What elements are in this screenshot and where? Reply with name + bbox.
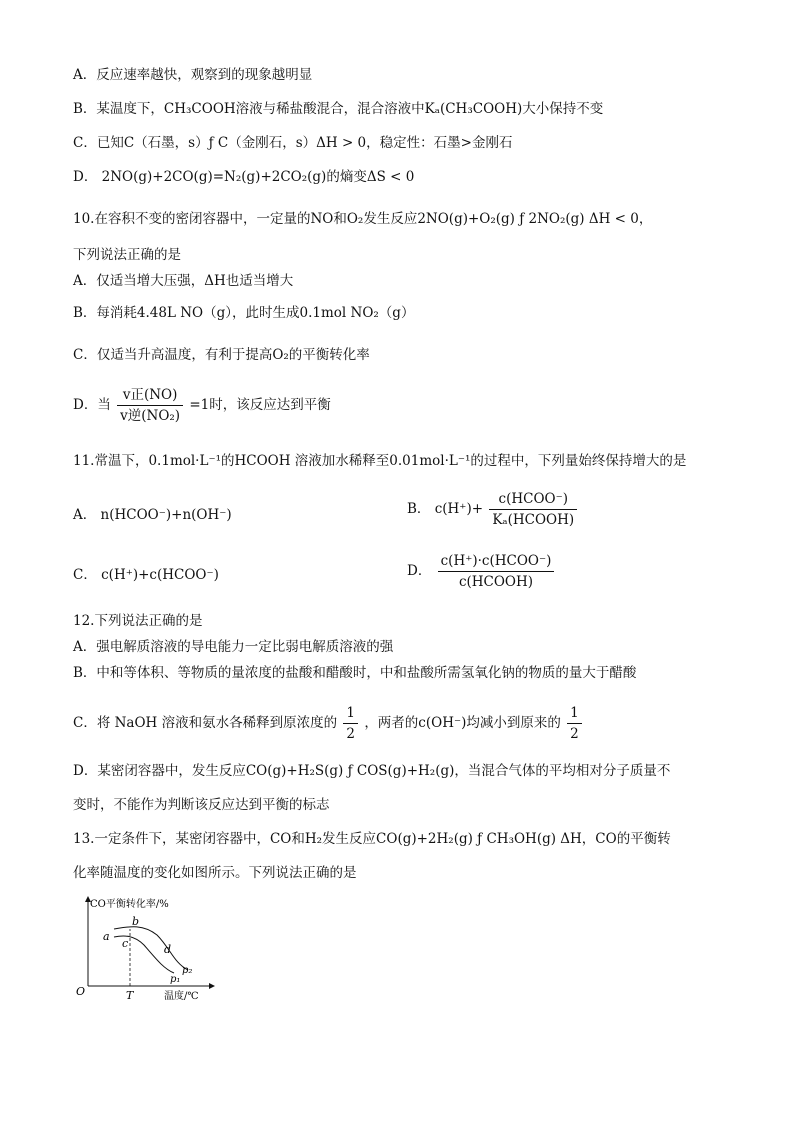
q9-option-b: B．某温度下，CH₃COOH溶液与稀盐酸混合，混合溶液中Kₐ(CH₃COOH)大小保持不变 <box>73 101 604 117</box>
q11-d-denominator: c(HCOOH) <box>458 574 534 590</box>
q12-option-a: A．强电解质溶液的导电能力一定比弱电解质溶液的强 <box>73 639 394 655</box>
q10-option-d <box>73 386 331 425</box>
q10-d-denominator: v逆(NO₂) <box>120 408 181 424</box>
q11-b-fraction <box>489 490 577 529</box>
tick-t-label: T <box>126 989 134 1002</box>
q11-option-a: A． n(HCOO⁻)+n(OH⁻) <box>73 507 232 523</box>
q10-d-numerator: v正(NO) <box>117 386 183 406</box>
point-b-label: b <box>132 915 140 928</box>
q11-stem: 11.常温下，0.1mol·L⁻¹的HCOOH 溶液加水稀释至0.01mol·L⁻¹的过程中，下列量始终保持增大的是 <box>73 453 687 469</box>
q10-option-c: C．仅适当升高温度，有利于提高O₂的平衡转化率 <box>73 347 370 363</box>
origin-label: O <box>76 985 86 998</box>
y-axis-label: CO平衡转化率/% <box>90 899 169 910</box>
q11-d-numerator: c(H⁺)·c(HCOO⁻) <box>438 552 555 572</box>
q10-stem-line2: 下列说法正确的是 <box>73 247 181 263</box>
conversion-temperature-figure <box>72 893 222 1005</box>
q9-option-a: A．反应速率越快，观察到的现象越明显 <box>73 67 313 83</box>
q11-b-numerator: c(HCOO⁻) <box>489 490 577 510</box>
q9-option-d: D． 2NO(g)+2CO(g)=N₂(g)+2CO₂(g)的熵变ΔS < 0 <box>73 169 415 185</box>
q10-stem-line1: 10.在容积不变的密闭容器中，一定量的NO和O₂发生反应2NO(g)+O₂(g) ƒ 2NO₂(g) ΔH < 0， <box>73 211 653 227</box>
q10-option-b: B．每消耗4.48L NO（g），此时生成0.1mol NO₂（g） <box>73 305 415 321</box>
q11-d-fraction <box>438 552 555 591</box>
q10-option-a: A．仅适当增大压强，ΔH也适当增大 <box>73 273 294 289</box>
q12-option-c <box>73 704 584 743</box>
q10-d-fraction <box>117 386 183 425</box>
q12-c-mid: ，两者的c(OH⁻)均减小到原来的 <box>364 715 561 731</box>
q13-stem-line2: 化率随温度的变化如图所示。下列说法正确的是 <box>73 865 357 881</box>
q10-d-suffix: =1时，该反应达到平衡 <box>189 397 331 413</box>
point-c-label: c <box>122 937 129 950</box>
q12-c-prefix: C．将 NaOH 溶液和氨水各稀释到原浓度的 <box>73 715 338 731</box>
q10-d-prefix: D．当 <box>73 397 111 413</box>
q11-b-prefix: B． c(H⁺)+ <box>407 501 484 517</box>
q12-stem: 12.下列说法正确的是 <box>73 613 203 629</box>
q11-option-d <box>407 552 556 591</box>
q11-b-denominator: Kₐ(HCOOH) <box>492 512 575 528</box>
q12-option-d-line2: 变时，不能作为判断该反应达到平衡的标志 <box>73 797 330 813</box>
q9-option-c: C．已知C（石墨，s）ƒ C（金刚石，s）ΔH > 0，稳定性：石墨>金刚石 <box>73 135 513 151</box>
q12-c-half-1-num: 1 <box>343 704 358 724</box>
point-a-label: a <box>103 930 110 943</box>
q11-option-c: C． c(H⁺)+c(HCOO⁻) <box>73 567 219 583</box>
q11-d-prefix: D． <box>407 563 432 579</box>
curve-p1-label: p₁ <box>170 974 181 985</box>
x-axis-label: 温度/℃ <box>164 991 199 1002</box>
q12-c-half-1 <box>343 704 358 743</box>
point-d-label: d <box>164 943 172 956</box>
q12-c-half-1-den: 2 <box>346 726 356 742</box>
q12-c-half-2-num: 1 <box>567 704 582 724</box>
curve-p2-label: p₂ <box>182 965 193 976</box>
q11-option-b <box>407 490 579 529</box>
q12-c-half-2 <box>567 704 582 743</box>
q12-option-b: B．中和等体积、等物质的量浓度的盐酸和醋酸时，中和盐酸所需氢氧化钠的物质的量大于醋酸 <box>73 665 637 681</box>
q12-c-half-2-den: 2 <box>570 726 579 742</box>
q12-option-d-line1: D．某密闭容器中，发生反应CO(g)+H₂S(g) ƒ COS(g)+H₂(g)，当混合气体的平均相对分子质量不 <box>73 763 671 779</box>
q13-stem-line1: 13.一定条件下，某密闭容器中，CO和H₂发生反应CO(g)+2H₂(g) ƒ CH₃OH(g) ΔH，CO的平衡转 <box>73 831 671 847</box>
